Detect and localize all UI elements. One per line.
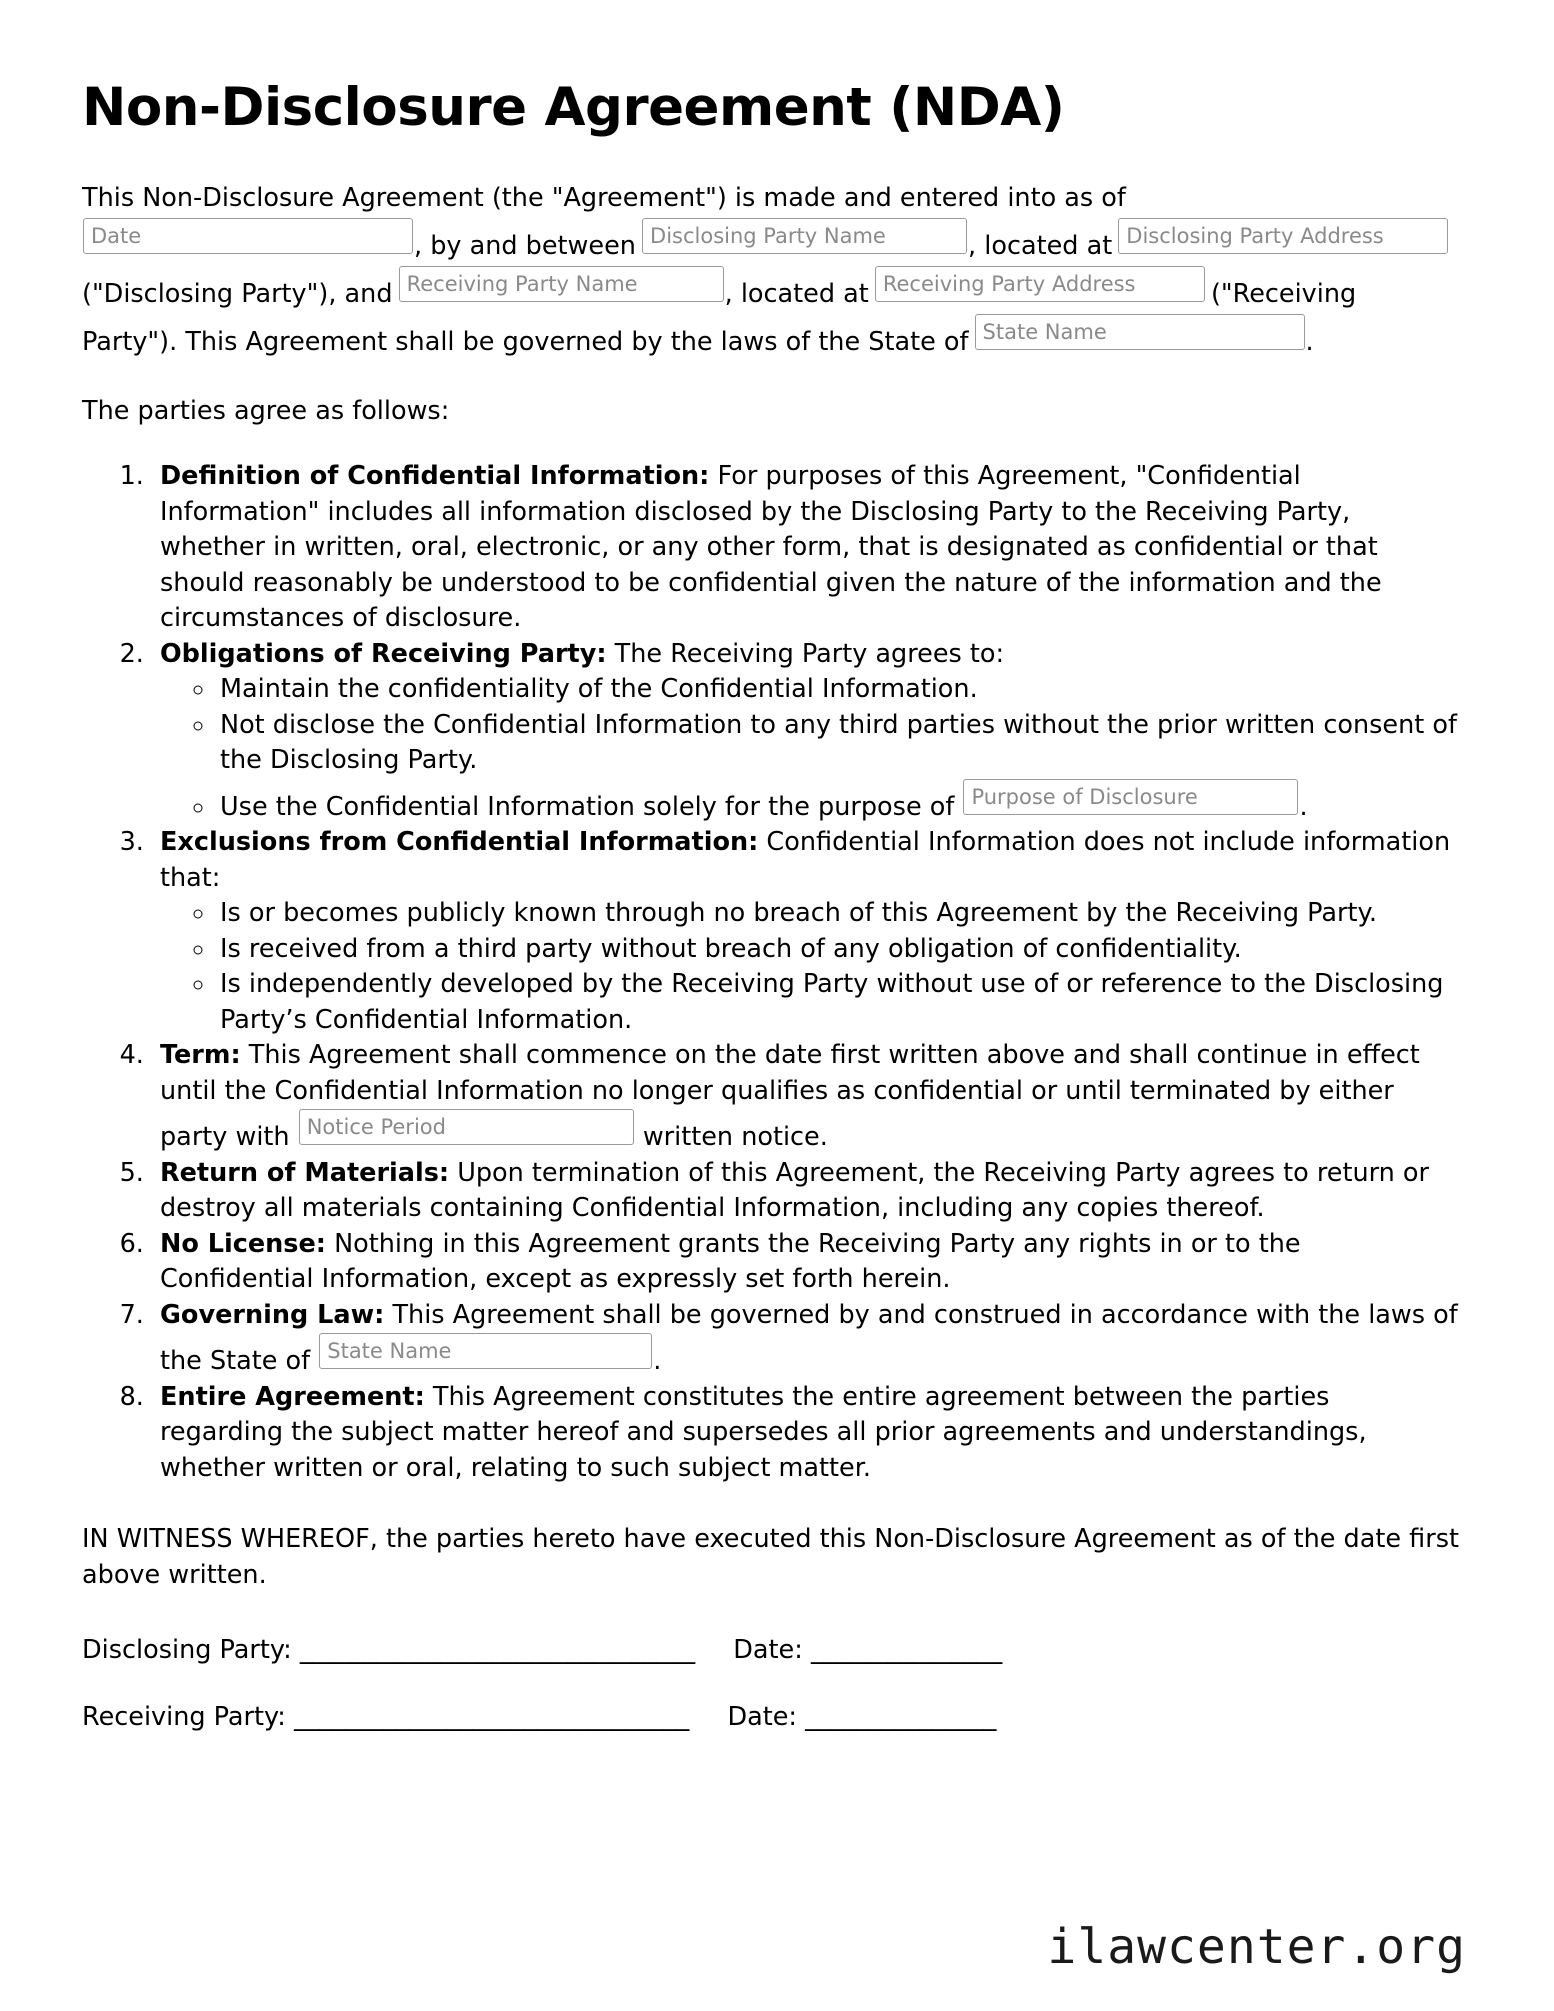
receiving-party-address-field[interactable]: Receiving Party Address xyxy=(875,266,1205,302)
notice-period-field[interactable]: Notice Period xyxy=(299,1109,634,1145)
signature-party-line[interactable]: _______________________________ xyxy=(299,1635,696,1666)
clause-body-text: The Receiving Party agrees to: xyxy=(606,638,1005,669)
receiving-party-name-field[interactable]: Receiving Party Name xyxy=(399,266,724,302)
clause-body-text: Confidential Information does not include information that: xyxy=(160,827,1451,893)
signature-party-label: Receiving Party: xyxy=(82,1702,286,1733)
clause-sub-list xyxy=(160,896,1459,1038)
intro-segment-7: . xyxy=(1305,327,1314,358)
clause-body-text: Nothing in this Agreement grants the Receiving Party any rights in or to the Confidential Information, except as expressly set forth herein. xyxy=(160,1228,1301,1295)
intro-segment-4: ("Disclosing Party"), and xyxy=(82,279,393,310)
signature-date-line[interactable]: _______________ xyxy=(805,1702,997,1733)
governing-state-name-field[interactable]: State Name xyxy=(319,1333,652,1369)
date-field[interactable]: Date xyxy=(83,218,413,254)
clause-item-no-license xyxy=(152,1227,1459,1298)
intro-segment-1: This Non-Disclosure Agreement (the "Agreement") is made and entered into as of xyxy=(82,183,1126,214)
clause-lead-label: Governing Law: xyxy=(160,1299,385,1330)
clause-sub-list xyxy=(160,672,1459,825)
page-title: Non-Disclosure Agreement (NDA) xyxy=(82,77,1065,138)
signature-block xyxy=(82,1633,1459,1735)
signature-row-disclosing xyxy=(82,1633,1459,1668)
intro-segment-3: , located at xyxy=(968,231,1113,262)
clause-item-definition xyxy=(152,459,1459,637)
intro-segment-6: ("Receiving Party"). This Agreement shall be governed by the laws of the State of xyxy=(82,279,1357,358)
intro-segment-2: , by and between xyxy=(414,231,636,262)
signature-date-line[interactable]: _______________ xyxy=(810,1635,1003,1666)
clause-item-governing-law xyxy=(152,1298,1459,1380)
signature-date-label: Date: xyxy=(733,1635,803,1666)
clause-list xyxy=(82,459,1459,1486)
intro-paragraph xyxy=(82,179,1459,362)
agree-intro-text: The parties agree as follows: xyxy=(82,396,450,427)
signature-date-label: Date: xyxy=(727,1702,797,1733)
clause-lead-label: Term: xyxy=(160,1040,241,1071)
clause-body-after-field: . xyxy=(653,1346,662,1377)
list-item: ◦ Is received from a third party without breach of any obligation of confidentiality. xyxy=(216,932,1459,968)
sub-item-text: Use the Confidential Information solely for the purpose of xyxy=(220,791,955,822)
intro-segment-5: , located at xyxy=(724,279,869,310)
clause-body-text: For purposes of this Agreement, "Confidential Information" includes all information disclosed by the Disclosing Party to the Receiving Party, whether in written, oral, electronic, or any other form, that is designated as confidential or that should reasonably be understood to be confidential given the nature of the information and the circumstances of disclosure. xyxy=(160,461,1382,634)
disclosing-party-address-field[interactable]: Disclosing Party Address xyxy=(1118,218,1448,254)
clause-body-before-field: This Agreement shall be governed by and construed in accordance with the laws of the State of xyxy=(160,1299,1458,1377)
signature-party-line[interactable]: _______________________________ xyxy=(293,1702,690,1733)
clause-lead-label: Exclusions from Confidential Information: xyxy=(160,827,759,858)
clause-item-entire-agreement xyxy=(152,1380,1459,1487)
clause-lead-label: No License: xyxy=(160,1228,326,1259)
state-name-field[interactable]: State Name xyxy=(975,314,1305,350)
signature-row-receiving xyxy=(82,1700,1459,1735)
clause-body-before-field: This Agreement shall commence on the date first written above and shall continue in effect until the Confidential Information no longer qualifies as confidential or until terminated by either party with xyxy=(160,1040,1420,1153)
list-item: ◦ Maintain the confidentiality of the Confidential Information. xyxy=(216,672,1459,708)
clause-lead-label: Obligations of Receiving Party: xyxy=(160,638,607,669)
witness-clause: IN WITNESS WHEREOF, the parties hereto have executed this Non-Disclosure Agreement as of the date first above written. xyxy=(82,1524,1459,1590)
purpose-of-disclosure-field[interactable]: Purpose of Disclosure xyxy=(963,779,1298,815)
clause-body-text: Upon termination of this Agreement, the Receiving Party agrees to return or destroy all materials containing Confidential Information, including any copies thereof. xyxy=(160,1157,1430,1224)
list-item: ◦ Is or becomes publicly known through no breach of this Agreement by the Receiving Party. xyxy=(216,896,1459,932)
clause-item-exclusions xyxy=(152,825,1459,1038)
signature-party-label: Disclosing Party: xyxy=(82,1635,292,1666)
list-item: ◦ Is independently developed by the Receiving Party without use of or reference to the Disclosing Party’s Confidential Information. xyxy=(216,967,1459,1038)
clause-item-obligations xyxy=(152,637,1459,826)
clause-lead-label: Return of Materials: xyxy=(160,1157,450,1188)
clause-item-term xyxy=(152,1038,1459,1156)
clause-item-return-of-materials xyxy=(152,1156,1459,1227)
sub-item-tail: . xyxy=(1299,791,1308,822)
clause-body-text: This Agreement constitutes the entire agreement between the parties regarding the subject matter hereof and supersedes all prior agreements and understandings, whether written or oral, relating to such subject matter. xyxy=(160,1381,1367,1483)
clause-lead-label: Entire Agreement: xyxy=(160,1381,425,1412)
list-item: ◦ Not disclose the Confidential Information to any third parties without the prior written consent of the Disclosing Party. xyxy=(216,708,1459,779)
disclosing-party-name-field[interactable]: Disclosing Party Name xyxy=(642,218,967,254)
list-item xyxy=(216,779,1459,826)
clause-lead-label: Definition of Confidential Information: xyxy=(160,461,710,492)
clause-body-after-field: written notice. xyxy=(642,1122,828,1153)
site-watermark: ilawcenter.org xyxy=(1047,1919,1466,1975)
